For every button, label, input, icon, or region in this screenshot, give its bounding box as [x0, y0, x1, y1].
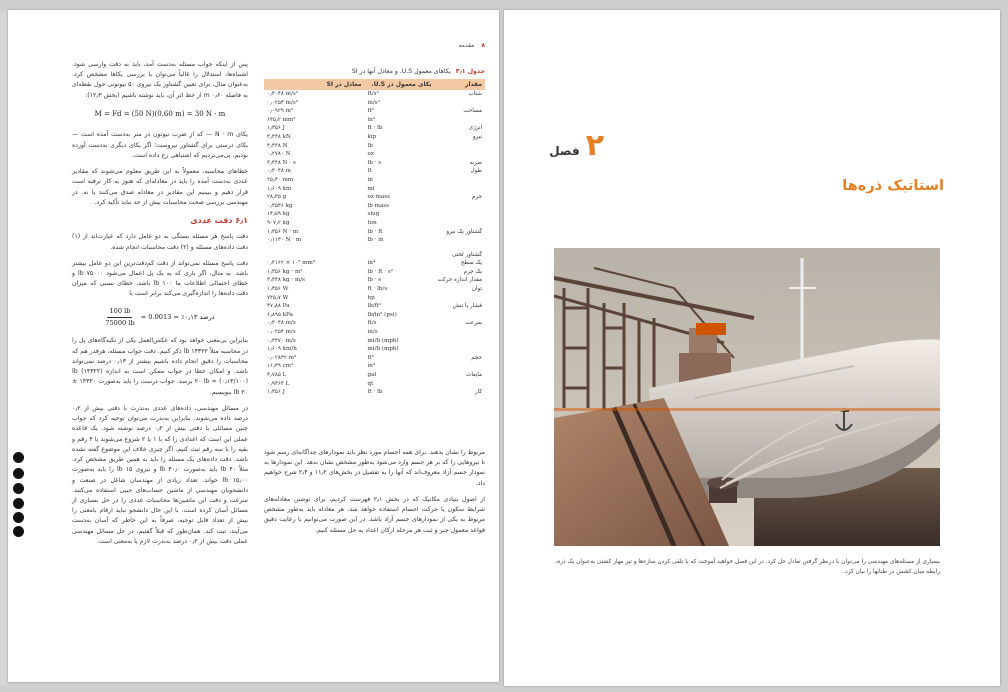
units-table-block: [264, 68, 485, 397]
cell-quantity: [434, 116, 485, 125]
binder-hole: [13, 452, 24, 463]
cell-si-equivalent: ۴٫۴۴۸ kg · m/s: [267, 277, 305, 284]
chapter-label: [549, 128, 604, 163]
table-row: [264, 90, 485, 99]
cell-quantity: توان: [471, 286, 482, 293]
table-row: [264, 150, 485, 159]
cell-quantity: ضربه: [469, 159, 482, 166]
table-row: [264, 228, 485, 237]
fraction: [105, 306, 134, 329]
cell-si-equivalent: ۱٫۳۵۶ W: [267, 286, 289, 293]
table-row: [264, 285, 485, 294]
cell-si-equivalent: ۰٫۰۲۸۳۲ m³: [267, 354, 297, 361]
cell-si-equivalent: [264, 251, 364, 260]
table-header-row: [264, 79, 485, 90]
table-row: [264, 362, 485, 371]
cell-quantity: مایعات: [466, 372, 482, 378]
cell-si-equivalent: ۰٫۳۰۴۸ m/s: [267, 320, 296, 327]
cell-quantity: [434, 362, 485, 371]
cell-us-unit: ft · lb: [367, 125, 383, 132]
paragraph: خطاهای محاسبه، معمولاً به این طریق معلوم می‌شوند که مقادیر عددی به‌دست آمده را باید در معادله‌ای که هنوز به کار نرفته است قرار دهیم و ببینیم این مقادیر در معادله صدق می‌کنند یا نه. در مهندسی بررسی صحت محاسبات بیش از حد نباید تأکید کرد.: [72, 168, 248, 206]
right-page: [504, 10, 1000, 686]
table-row: [264, 142, 485, 151]
table-label: جدول ۳٫۱: [455, 68, 485, 75]
cell-si-equivalent: ۴٫۴۴۸ kN: [267, 133, 291, 140]
cell-us-unit: oz: [367, 151, 374, 158]
cell-us-unit: ft: [367, 168, 372, 175]
binder-hole: [13, 526, 24, 537]
viewer-gutter: [0, 10, 8, 686]
table-row: [264, 268, 485, 277]
cell-si-equivalent: ۱۶٫۳۹ cm³: [267, 363, 294, 370]
table-row: [264, 133, 485, 142]
paragraph: یکای N · m — که از ضرب نیوتون در متر به‌دست آمده است — یکای درستی برای گشتاور نیروست؛ اگر یکای دیگری به‌دست آورده بودیم، پی‌می‌بردیم که اشتباهی رخ داده است.: [72, 131, 249, 159]
cell-si-equivalent: ۱۴٫۵۹ kg: [267, 211, 290, 218]
cell-us-unit: ft/s²: [367, 91, 379, 97]
cell-quantity: [434, 311, 485, 320]
paragraph: بنابراین بی‌معنی خواهد بود که عکس‌العمل یکی از تکیه‌گاه‌های پل را در محاسبه مثلاً ۱۴۳۲۲ lb ذکر کنیم. دقت جواب مسئله، هرقدر هم که محاسبات را دقیق انجام داده باشیم بیشتر از ۰٫۱۳ درصد نمی‌تواند باشد، و امکان خطا در جواب ممکن است به اندازه lb (۱۴۳۲۲)(۰٫۱۳/۱۰۰) ≈ ۲۰ lb برسد. جواب درست را باید به‌صورت ۱۴۳۲۰ ± ۲۰ lb بنویسیم.: [72, 337, 249, 396]
paragraph: از اصول بنیادی مکانیک که در بخش ۲٫۱ فهرست کردیم، برای نوشتن معادله‌های شرایط سکون یا حرکت اجسام استفاده خواهد شد. هر معادله باید به‌طور مشخص مربوط به یکی از نمودارهای جسم آزاد باشد. در این صورت می‌توانیم با رعایت دقیق قواعد معمول جبر و ثبت هر مرحله ارکان اعداد به حل مسئله کنیم.: [264, 495, 485, 534]
cell-us-unit: lb mass: [367, 202, 390, 209]
table-body: [264, 90, 485, 397]
chapter-number: ۲: [585, 128, 604, 163]
cell-quantity: [434, 380, 485, 389]
cell-us-unit: ft · lb/s: [367, 286, 388, 293]
table-header-quantity: مقدار: [434, 79, 485, 90]
table-row: [264, 167, 485, 176]
ship-at-dock-image: [554, 248, 940, 546]
table-row: [264, 107, 485, 116]
cell-quantity: جرم: [471, 194, 482, 201]
table-row: [264, 124, 485, 133]
cell-si-equivalent: ۰٫۹۴۶۴ L: [267, 380, 290, 387]
table-row: [264, 311, 485, 320]
cell-us-unit: mi/h (mph): [367, 337, 399, 344]
cell-si-equivalent: ۰٫۴۵۳۶ kg: [267, 202, 293, 209]
chapter-photo: [554, 248, 940, 546]
photo-caption: بسیاری از مسئله‌های مهندسی را می‌توان با درنظر گرفتن تعادل حل کرد. در این فصل خواهید آموخت که با تلقی کردن سازه‌ها و تیر مهار کشتی به‌عنوان یک ذره، رابطه میان کشش در طنابها را بیان کرد.: [555, 559, 940, 576]
cell-quantity: [434, 219, 485, 228]
cell-us-unit: lb · s: [367, 159, 382, 166]
cell-us-unit: qt: [367, 380, 374, 387]
cell-quantity: [434, 210, 485, 219]
units-table: [264, 79, 485, 397]
cell-si-equivalent: ۱٫۳۵۶ kg · m²: [267, 268, 303, 275]
table-row: [264, 276, 485, 285]
left-page: [8, 10, 499, 682]
table-row: [264, 371, 485, 380]
cell-quantity: [434, 185, 485, 194]
table-row: [264, 159, 485, 168]
cell-quantity: کار: [474, 389, 482, 396]
cell-us-unit: mi: [367, 185, 375, 192]
cell-quantity: سرعت: [465, 320, 482, 327]
cell-us-unit: in²: [367, 116, 376, 123]
cell-us-unit: hp: [367, 294, 375, 301]
right-column-bottom: [264, 448, 485, 542]
table-row: [264, 176, 485, 185]
cell-us-unit: ft²: [367, 108, 375, 115]
cell-us-unit: lb · ft · s²: [367, 268, 393, 275]
cell-us-unit: in³: [367, 363, 376, 370]
section-number: ۶٫۱: [235, 216, 248, 226]
chapter-title: استاتیک ذره‌ها: [842, 178, 944, 194]
table-row: [264, 219, 485, 228]
cell-quantity: گشتاور لختی: [452, 251, 482, 258]
cell-us-unit: lb/ft²: [367, 303, 382, 310]
cell-quantity: مقدار اندازه حرکت: [437, 277, 482, 284]
table-header-us: یکای معمول در U.S.: [364, 79, 434, 90]
cell-si-equivalent: ۴٫۴۴۸ N · s: [267, 159, 296, 166]
cell-quantity: فشار یا تنش: [452, 303, 482, 310]
cell-si-equivalent: ۲۵٫۴۰ mm: [267, 176, 294, 183]
cell-quantity: طول: [470, 168, 482, 175]
cell-si-equivalent: ۴۷٫۸۸ Pa: [267, 303, 290, 310]
cell-si-equivalent: ۰٫۲۷۸۰ N: [267, 151, 291, 158]
cell-us-unit: in/s²: [367, 99, 380, 106]
cell-us-unit: ft/s: [367, 320, 377, 327]
cell-us-unit: ft³: [367, 354, 375, 361]
binder-hole: [13, 483, 24, 494]
fraction-result: = 0.0013 = ٪۰٫۱۳ درصد: [140, 312, 215, 321]
cell-us-unit: slug: [367, 211, 380, 218]
table-row: [264, 251, 485, 260]
cell-us-unit: lb · s: [367, 277, 382, 284]
cell-quantity: انرژی: [468, 125, 482, 132]
paragraph: دقت پاسخ هر مسئله بستگی به دو عامل دارد که عبارت‌اند از (۱) دقت داده‌های مسئله و (۲) دقت محاسبات انجام شده.: [72, 233, 248, 251]
cell-quantity: [434, 202, 485, 211]
fraction-denominator: 75000 lb: [105, 318, 135, 327]
table-row: [264, 328, 485, 337]
running-head-title: مقدمه: [458, 42, 475, 49]
cell-quantity: [434, 345, 485, 354]
cell-us-unit: kip: [367, 133, 377, 140]
table-row: [264, 337, 485, 346]
cell-us-unit: in: [367, 176, 373, 183]
table-row: [264, 99, 485, 108]
cell-si-equivalent: ۱٫۶۰۹ km: [267, 185, 292, 192]
cell-us-unit: gal: [367, 372, 377, 378]
paragraph: در مسائل مهندسی، داده‌های عددی به‌ندرت با دقتی بیش از ۰٫۲ درصد داده می‌شوند. بنابراین به‌ندرت می‌توان توجیه کرد که جواب چنین مسائلی با دقتی بیش از ۰٫۲ درصد نوشته شود. یک قاعده عملی این است که اعدادی را که با ۱ یا ۲ شروع می‌شوند با ۴ رقم و بقیه را با سه رقم ثبت کنیم. اگر چیزی خلاف این موضوع گفته نشده باشد، دقت داده‌های یک مسئله را باید به همین طریق مشخص کرد. مثلاً ۴۰ lb باید به‌صورت ۴۰٫۰ lb و نیروی ۱۵ lb را باید به‌صورت ۱۵٫۰۰ lb خواند. تعداد زیادی از مهندسان شاغل در صنعت و دانشجویان مهندسی از ماشین حساب‌های جیبی استفاده می‌کنند. سرعت و دقت این ماشین‌ها محاسبات عددی را در حل بسیاری از مسائل آسان کرده است. با این حال دانشجو نباید ارقام بامعنی را بیش از تعداد قابل توجیه، صرفاً به این خاطر که آسان به‌دست می‌آیند، ثبت کند. همان‌طور که قبلاً گفتیم، در حل مسائل مهندسی عملی دقت بیش از ۰٫۲ درصد به‌ندرت لازم یا به‌معنی است.: [72, 404, 249, 545]
paragraph: پس از اینکه جواب مسئله به‌دست آمد، باید به دقت وارسی شود. اشتباه‌ها، استدلال را غالباً می‌توان با بررسی یکاها مشخص کرد. به‌عنوان مثال، برای تعیین گشتاور یک نیروی ۵۰ نیوتونی حول نقطه‌ای به فاصله ۰٫۶۰ m از خط اثر آن، باید نوشته باشیم (بخش ۱۲٫۳):: [72, 61, 248, 99]
running-head: [459, 42, 485, 49]
cell-si-equivalent: ۰٫۳۰۴۸ m: [267, 168, 291, 175]
table-caption: [264, 68, 485, 75]
cell-si-equivalent: ۶٫۸۹۵ kPa: [267, 311, 293, 318]
table-row: [264, 380, 485, 389]
cell-si-equivalent: ۰٫۳۰۴۸ m/s²: [267, 91, 298, 97]
table-row: [264, 202, 485, 211]
table-row: [264, 354, 485, 363]
paragraph: دقت پاسخ مسئله نمی‌تواند از دقت کم‌دقت‌ترین این دو عامل بیشتر باشد. به‌ مثال، اگر باری که به یک پل اعمال می‌شود ۷۵۰۰۰ lb و خطای احتمالی اطلاعات ما ۱۰۰ lb باشد، خطای نسبی که میزان دقت داده‌ها را اندازه‌گیری می‌کند برابر است با: [72, 259, 248, 298]
cell-quantity: [434, 142, 485, 151]
table-row: [264, 319, 485, 328]
section-title: دقت عددی: [190, 216, 233, 226]
table-header-si: معادل در SI: [264, 79, 364, 90]
cell-si-equivalent: ۰٫۱۱۳۰ N · m: [267, 237, 302, 244]
cell-quantity: حجم: [471, 354, 482, 361]
binder-hole: [13, 468, 24, 479]
cell-si-equivalent: ۷۴۵٫۷ W: [267, 294, 289, 301]
cell-si-equivalent: ۴٫۴۴۸ N: [267, 142, 288, 149]
cell-quantity: [434, 328, 485, 337]
table-row: [264, 294, 485, 303]
cell-us-unit: lb/in² (psi): [367, 311, 397, 318]
section-heading: [72, 214, 248, 227]
table-row: [264, 345, 485, 354]
cell-us-unit: mi/h (mph): [367, 346, 399, 353]
cell-si-equivalent: ۱٫۳۵۶ J: [267, 125, 285, 132]
left-column: [72, 60, 248, 553]
cell-quantity: [434, 337, 485, 346]
page-number: ۸: [481, 42, 485, 49]
cell-quantity: [434, 176, 485, 185]
cell-si-equivalent: ۱٫۳۵۶ J: [267, 389, 285, 396]
table-row: [264, 302, 485, 311]
cell-si-equivalent: ۹۰۷٫۲ kg: [267, 219, 290, 226]
table-row: [264, 116, 485, 125]
table-row: [264, 259, 485, 268]
cell-si-equivalent: ۰٫۴۱۶۲ × ۱۰⁶ mm⁴: [267, 260, 315, 267]
cell-si-equivalent: ۱٫۶۰۹ km/h: [267, 346, 297, 353]
table-row: [264, 193, 485, 202]
table-row: [264, 236, 485, 245]
cell-us-unit: in/s: [367, 329, 378, 336]
cell-us-unit: lb · ft: [367, 228, 383, 235]
cell-quantity: نیرو: [472, 133, 482, 140]
cell-si-equivalent: ۲۸٫۳۵ g: [267, 194, 287, 201]
cell-si-equivalent: ۰٫۴۴۷۰ m/s: [267, 337, 296, 344]
cell-si-equivalent: ۶۴۵٫۲ mm²: [267, 116, 296, 123]
cell-quantity: شتاب: [468, 91, 482, 97]
fraction-numerator: 100 lb: [107, 306, 132, 318]
cell-si-equivalent: ۰٫۰۲۵۴ m/s²: [267, 99, 298, 106]
cell-quantity: گشتاور یک نیرو: [446, 228, 482, 235]
table-row: [264, 210, 485, 219]
cell-si-equivalent: ۰٫۰۹۲۹ m²: [267, 108, 294, 115]
cell-si-equivalent: ۳٫۷۸۵ L: [267, 372, 287, 378]
cell-si-equivalent: ۰٫۰۲۵۴ m/s: [267, 329, 296, 336]
table-row: [264, 388, 485, 397]
moment-equation: M = Fd = (50 N)(0.60 m) = 30 N · m: [94, 109, 226, 118]
cell-us-unit: lb: [367, 142, 373, 149]
cell-quantity: مساحت: [463, 108, 482, 115]
cell-us-unit: ton: [367, 219, 377, 226]
cell-quantity: [434, 236, 485, 245]
cell-us-unit: [364, 251, 434, 260]
cell-us-unit: lb · in: [367, 237, 384, 244]
paragraph: مربوط را نشان بدهند. برای همه اجسام مورد نظر باید نمودارهای جداگانه‌ای رسم شود تا نیروهایی را که بر هر جسم وارد می‌شود به‌طور مشخص نشان بدهد. این نمودارها به نمودار جسم آزاد معروف‌اند که آنها را به تفصیل در بخش‌های ۱۱٫۲ و ۲٫۴ شرح خواهیم داد.: [264, 449, 485, 487]
cell-us-unit: oz mass: [367, 194, 390, 201]
binder-hole: [13, 512, 24, 523]
cell-quantity: یک جرم: [463, 268, 482, 275]
cell-us-unit: in⁴: [367, 260, 376, 267]
table-row: [264, 185, 485, 194]
cell-quantity: یک سطح: [460, 260, 482, 267]
binder-hole: [13, 498, 24, 509]
cell-quantity: [434, 294, 485, 303]
cell-us-unit: ft · lb: [367, 389, 383, 396]
cell-quantity: [434, 99, 485, 108]
table-caption-text: یکاهای معمول U.S. و معادل آنها در SI: [351, 68, 451, 75]
cell-si-equivalent: ۱٫۳۵۶ N · m: [267, 228, 299, 235]
cell-quantity: [434, 150, 485, 159]
relative-error-equation: [72, 306, 248, 329]
chapter-word: فصل: [549, 144, 580, 158]
